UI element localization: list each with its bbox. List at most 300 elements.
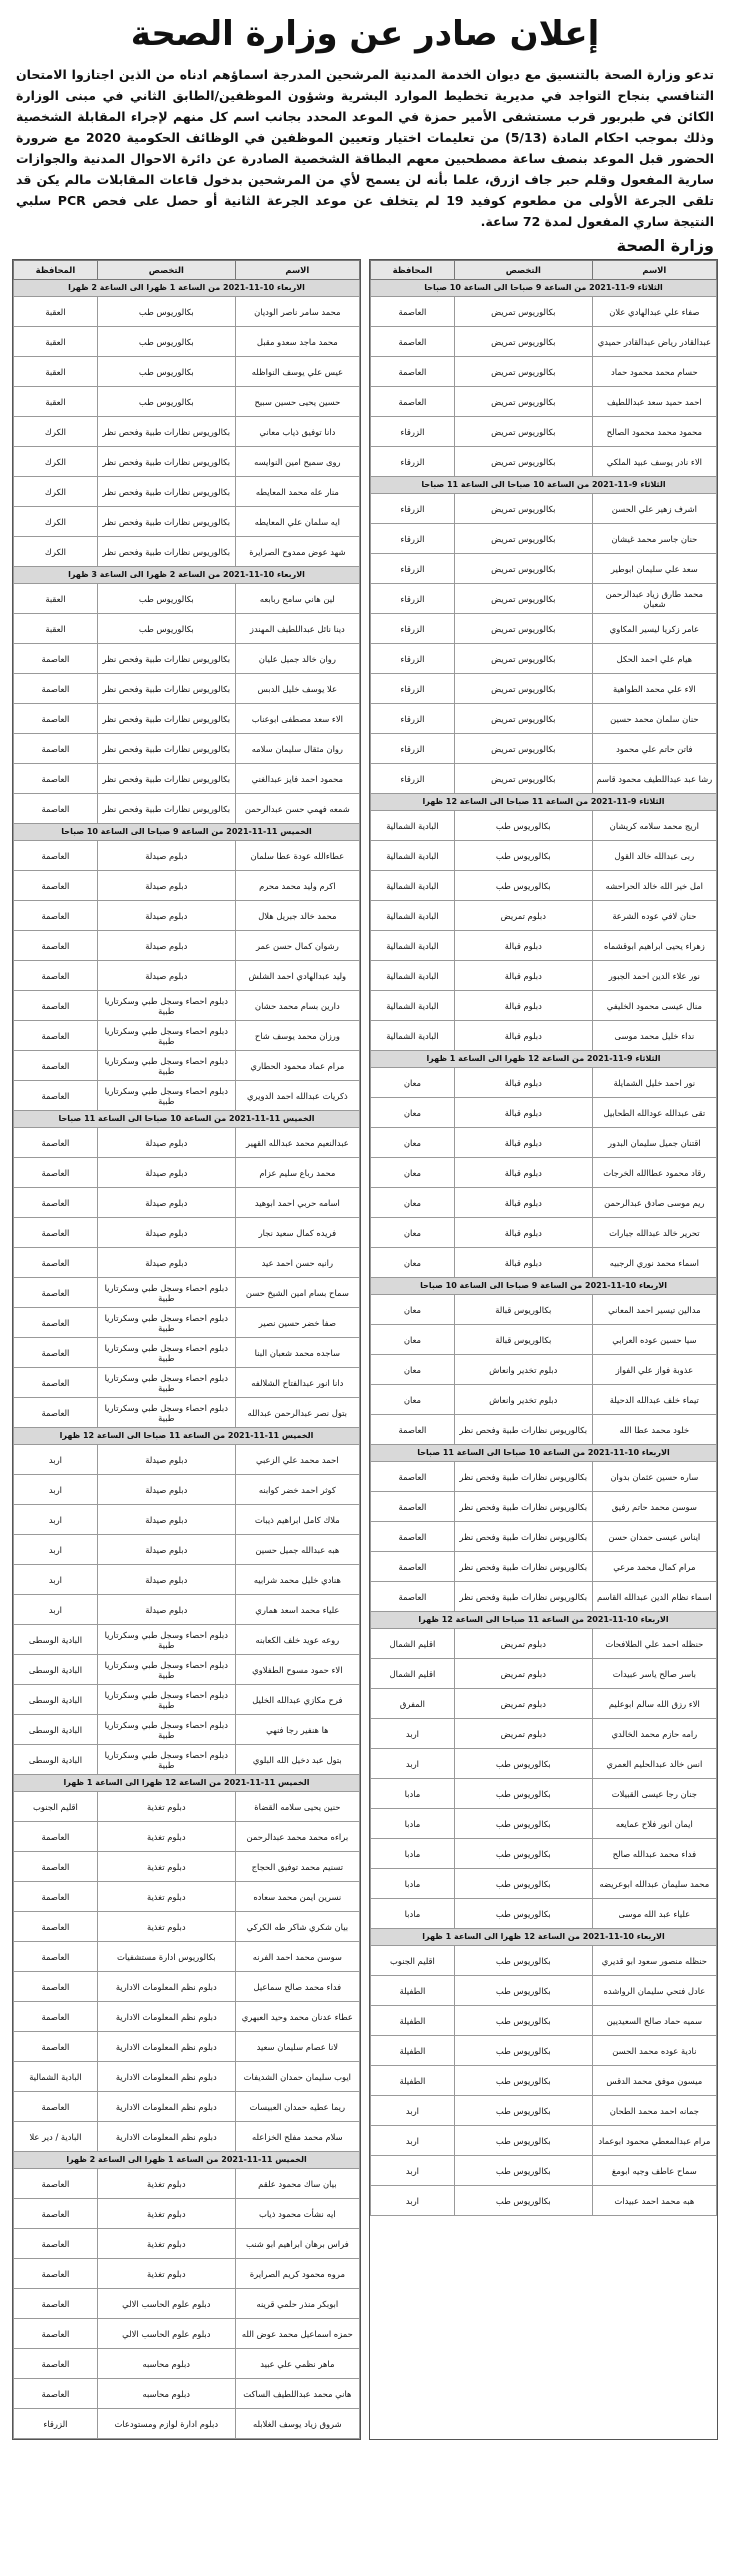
candidate-name: تقى عبدالله عودالله الطحابيل bbox=[592, 1098, 716, 1128]
candidate-name: محمد خالد جبريل هلال bbox=[235, 901, 359, 931]
candidate-specialty: بكالوريوس طب bbox=[454, 2066, 592, 2096]
candidate-governorate: العاصمة bbox=[14, 2169, 98, 2199]
table-row bbox=[14, 1625, 360, 1655]
candidate-specialty: دبلوم تغذية bbox=[97, 2259, 235, 2289]
table-row bbox=[14, 1852, 360, 1882]
candidate-governorate: معان bbox=[371, 1158, 455, 1188]
candidate-name: مرام عماد محمود الحطاري bbox=[235, 1051, 359, 1081]
candidate-specialty: بكالوريوس تمريض bbox=[454, 704, 592, 734]
candidate-name: محمد رباع سليم عزام bbox=[235, 1158, 359, 1188]
table-row bbox=[14, 764, 360, 794]
table-header-row bbox=[14, 261, 360, 280]
table-row bbox=[14, 2379, 360, 2409]
table-row bbox=[371, 1779, 717, 1809]
candidate-specialty: دبلوم صيدلة bbox=[97, 1535, 235, 1565]
candidate-name: ماهر نظمي علي عبيد bbox=[235, 2349, 359, 2379]
table-row bbox=[14, 644, 360, 674]
candidate-governorate: الزرقاء bbox=[371, 584, 455, 614]
candidate-name: دارين بسام محمد حشان bbox=[235, 991, 359, 1021]
candidate-name: زهراء يحيى ابراهيم ابوقشماه bbox=[592, 931, 716, 961]
candidate-specialty: بكالوريوس طب bbox=[97, 584, 235, 614]
table-row bbox=[14, 674, 360, 704]
schedule-column-left bbox=[12, 259, 361, 2440]
candidate-governorate: العقبة bbox=[14, 357, 98, 387]
candidate-governorate: العاصمة bbox=[14, 1158, 98, 1188]
candidate-governorate: مادبا bbox=[371, 1869, 455, 1899]
candidate-name: نور علاء الدين احمد الجبور bbox=[592, 961, 716, 991]
candidate-specialty: بكالوريوس نظارات طبية وفحص نظر bbox=[97, 764, 235, 794]
table-row bbox=[371, 2066, 717, 2096]
candidate-name: فداء محمد عبدالله صالح bbox=[592, 1839, 716, 1869]
table-row bbox=[371, 991, 717, 1021]
candidate-governorate: اربد bbox=[14, 1595, 98, 1625]
candidate-specialty: بكالوريوس نظارات طبية وفحص نظر bbox=[97, 507, 235, 537]
candidate-governorate: مادبا bbox=[371, 1899, 455, 1929]
table-row bbox=[14, 1912, 360, 1942]
table-row bbox=[14, 2319, 360, 2349]
candidate-governorate: العاصمة bbox=[14, 644, 98, 674]
candidate-governorate: معان bbox=[371, 1068, 455, 1098]
table-row bbox=[14, 841, 360, 871]
candidate-name: نسرين ايمن محمد سعاده bbox=[235, 1882, 359, 1912]
candidate-governorate: العاصمة bbox=[371, 327, 455, 357]
candidate-name: هاني محمد عبداللطيف الساكت bbox=[235, 2379, 359, 2409]
candidate-specialty: بكالوريوس تمريض bbox=[454, 734, 592, 764]
schedule-column-right bbox=[369, 259, 718, 2440]
header-gov: المحافظة bbox=[371, 261, 455, 280]
table-row bbox=[371, 1809, 717, 1839]
candidate-specialty: بكالوريوس تمريض bbox=[454, 644, 592, 674]
candidate-name: سماح بسام امين الشيخ حسن bbox=[235, 1278, 359, 1308]
session-row bbox=[371, 1612, 717, 1629]
candidate-specialty: دبلوم صيدلة bbox=[97, 1475, 235, 1505]
candidate-name: روان مثقال سليمان سلامه bbox=[235, 734, 359, 764]
candidate-governorate: العاصمة bbox=[14, 704, 98, 734]
table-row bbox=[14, 1051, 360, 1081]
candidate-name: نداء خليل محمد موسى bbox=[592, 1021, 716, 1051]
candidate-name: سماح عاطف وجيه ابومغ bbox=[592, 2156, 716, 2186]
candidate-governorate: العاصمة bbox=[14, 2002, 98, 2032]
candidate-governorate: معان bbox=[371, 1355, 455, 1385]
table-row bbox=[14, 1822, 360, 1852]
candidate-specialty: دبلوم قبالة bbox=[454, 1128, 592, 1158]
candidate-name: محمد سامر ناصر الوديان bbox=[235, 297, 359, 327]
candidate-name: صفا خضر حسين نصير bbox=[235, 1308, 359, 1338]
candidate-specialty: دبلوم تمريض bbox=[454, 1629, 592, 1659]
candidate-name: امل خير الله خالد الحراحشه bbox=[592, 871, 716, 901]
candidate-specialty: دبلوم تغذية bbox=[97, 2229, 235, 2259]
candidate-governorate: البادية الشمالية bbox=[371, 991, 455, 1021]
session-time: الخميس 11-11-2021 من الساعة 11 صباحا الى الساعة 12 ظهرا bbox=[14, 1428, 360, 1445]
candidate-governorate: العاصمة bbox=[14, 2379, 98, 2409]
session-row bbox=[371, 1445, 717, 1462]
candidate-specialty: دبلوم تغذية bbox=[97, 2199, 235, 2229]
table-row bbox=[371, 1899, 717, 1929]
candidate-specialty: دبلوم صيدلة bbox=[97, 1565, 235, 1595]
candidate-name: حنان لافي عوده الشرعة bbox=[592, 901, 716, 931]
candidate-specialty: بكالوريوس تمريض bbox=[454, 327, 592, 357]
table-row bbox=[14, 1505, 360, 1535]
table-row bbox=[371, 1492, 717, 1522]
candidate-name: حنان سلمان محمد حسين bbox=[592, 704, 716, 734]
candidate-specialty: دبلوم احصاء وسجل طبي وسكرتاريا طبية bbox=[97, 1398, 235, 1428]
candidate-specialty: دبلوم نظم المعلومات الادارية bbox=[97, 2092, 235, 2122]
candidate-specialty: دبلوم احصاء وسجل طبي وسكرتاريا طبية bbox=[97, 1685, 235, 1715]
table-row bbox=[371, 1582, 717, 1612]
schedule-table-left bbox=[13, 260, 360, 2439]
candidate-name: الاء سعد مصطفى ابوعناب bbox=[235, 704, 359, 734]
session-time: الخميس 11-11-2021 من الساعة 9 صباحا الى الساعة 10 صباحا bbox=[14, 824, 360, 841]
candidate-specialty: بكالوريوس طب bbox=[454, 1946, 592, 1976]
table-row bbox=[14, 1445, 360, 1475]
table-row bbox=[14, 2199, 360, 2229]
table-row bbox=[14, 1248, 360, 1278]
candidate-governorate: الطفيلة bbox=[371, 1976, 455, 2006]
table-row bbox=[14, 1715, 360, 1745]
table-row bbox=[371, 841, 717, 871]
table-row bbox=[371, 2006, 717, 2036]
candidate-governorate: العاصمة bbox=[14, 901, 98, 931]
candidate-name: هبه محمد احمد عبيدات bbox=[592, 2186, 716, 2216]
table-row bbox=[371, 1522, 717, 1552]
candidate-specialty: دبلوم تغذية bbox=[97, 1912, 235, 1942]
candidate-specialty: دبلوم محاسبه bbox=[97, 2379, 235, 2409]
candidate-name: دانا توفيق ذياب معاني bbox=[235, 417, 359, 447]
table-row bbox=[14, 901, 360, 931]
candidate-governorate: البادية الوسطى bbox=[14, 1745, 98, 1775]
table-row bbox=[14, 2002, 360, 2032]
candidate-specialty: دبلوم نظم المعلومات الادارية bbox=[97, 2122, 235, 2152]
session-time: الاربعاء 10-11-2021 من الساعة 9 صباحا الى الساعة 10 صباحا bbox=[371, 1278, 717, 1295]
table-row bbox=[371, 1325, 717, 1355]
candidate-specialty: بكالوريوس نظارات طبية وفحص نظر bbox=[454, 1582, 592, 1612]
table-row bbox=[371, 1976, 717, 2006]
table-row bbox=[371, 931, 717, 961]
table-row bbox=[14, 1188, 360, 1218]
candidate-specialty: دبلوم تغذية bbox=[97, 1792, 235, 1822]
candidate-specialty: دبلوم نظم المعلومات الادارية bbox=[97, 2032, 235, 2062]
table-row bbox=[14, 2169, 360, 2199]
table-row bbox=[14, 2409, 360, 2439]
candidate-governorate: العاصمة bbox=[371, 1522, 455, 1552]
candidate-governorate: معان bbox=[371, 1248, 455, 1278]
candidate-specialty: دبلوم قبالة bbox=[454, 991, 592, 1021]
candidate-specialty: دبلوم صيدلة bbox=[97, 1445, 235, 1475]
candidate-specialty: بكالوريوس طب bbox=[97, 297, 235, 327]
table-row bbox=[371, 1462, 717, 1492]
candidate-specialty: دبلوم تخدير وانعاش bbox=[454, 1355, 592, 1385]
candidate-governorate: الكرك bbox=[14, 537, 98, 567]
session-row bbox=[14, 1111, 360, 1128]
candidate-governorate: البادية الوسطى bbox=[14, 1685, 98, 1715]
table-row bbox=[14, 1278, 360, 1308]
table-row bbox=[14, 1218, 360, 1248]
candidate-name: عطاءالله عودة عطا سلمان bbox=[235, 841, 359, 871]
candidate-name: فرح مكازي عبدالله الخليل bbox=[235, 1685, 359, 1715]
candidate-name: حسام محمد محمود حماد bbox=[592, 357, 716, 387]
candidate-governorate: اربد bbox=[14, 1535, 98, 1565]
header-spec: التخصص bbox=[97, 261, 235, 280]
candidate-name: شمعه فهمي حسن عبدالرحمن bbox=[235, 794, 359, 824]
candidate-name: ايوب سليمان حمدان الشديفات bbox=[235, 2062, 359, 2092]
table-row bbox=[371, 1415, 717, 1445]
candidate-name: اقتنان جميل سليمان البدور bbox=[592, 1128, 716, 1158]
candidate-specialty: دبلوم صيدلة bbox=[97, 931, 235, 961]
table-row bbox=[371, 584, 717, 614]
candidate-governorate: العاصمة bbox=[14, 1081, 98, 1111]
candidate-name: حنظله احمد علي الطلافحات bbox=[592, 1629, 716, 1659]
candidate-specialty: دبلوم قبالة bbox=[454, 931, 592, 961]
table-row bbox=[371, 447, 717, 477]
schedule-body-right bbox=[371, 280, 717, 2216]
candidate-governorate: الطفيلة bbox=[371, 2006, 455, 2036]
candidate-name: الاء نادر يوسف عبيد الملكي bbox=[592, 447, 716, 477]
candidate-name: اريج محمد سلامه كريشان bbox=[592, 811, 716, 841]
candidate-name: ريما عطيه حمدان العبيسات bbox=[235, 2092, 359, 2122]
table-row bbox=[371, 494, 717, 524]
table-row bbox=[14, 614, 360, 644]
session-row bbox=[14, 280, 360, 297]
announcement-intro: تدعو وزارة الصحة بالتنسيق مع ديوان الخدمة المدنية المرشحين المدرجة اسماؤهم ادناه من الذين اجتازوا الامتحان التنافسي بنجاح التواجد في مديرية تخطيط الموارد البشرية وشؤون الموظفين/الطابق الثاني في مبنى الوزارة الكائن في طبربور قرب مستشفى الأمير حمزة في الموعد المحدد بجانب اسم كل منهم لإجراء المقابلة الشخصية وذلك بموجب احكام المادة (5/13) من تعليمات اختيار وتعيين الموظفين في الوظائف الحكومية 2020 مع ضرورة الحضور قبل الموعد بنصف ساعة مصطحبين معهم البطاقة الشخصية الصادرة عن دائرة الاحوال المدنية والجوازات سارية المفعول وقلم حبر جاف ازرق، علما بأنه لن يسمح لأي من المرشحين بدخول قاعات المقابلات مالم يكن قد تلقى الجرعة الأولى من مطعوم كوفيد 19 لم يتخلف عن موعد الجرعة الثانية أو حصل على فحص PCR سلبي النتيجة ساري المفعول لمدة 72 ساعة. bbox=[16, 67, 715, 229]
candidate-governorate: الزرقاء bbox=[371, 524, 455, 554]
candidate-name: ملاك كامل ابراهيم ذيبات bbox=[235, 1505, 359, 1535]
candidate-name: فريده كمال سعيد نجار bbox=[235, 1218, 359, 1248]
table-row bbox=[14, 2289, 360, 2319]
candidate-governorate: البادية الوسطى bbox=[14, 1655, 98, 1685]
table-row bbox=[371, 2156, 717, 2186]
candidate-governorate: العاصمة bbox=[14, 961, 98, 991]
session-time: الاربعاء 10-11-2021 من الساعة 12 ظهرا الى الساعة 1 ظهرا bbox=[371, 1929, 717, 1946]
table-row bbox=[14, 1655, 360, 1685]
table-row bbox=[371, 764, 717, 794]
candidate-name: لانا عصام سليمان سعيد bbox=[235, 2032, 359, 2062]
candidate-governorate: العاصمة bbox=[14, 734, 98, 764]
candidate-specialty: بكالوريوس نظارات طبية وفحص نظر bbox=[97, 794, 235, 824]
candidate-specialty: بكالوريوس طب bbox=[97, 327, 235, 357]
candidate-governorate: العاصمة bbox=[14, 1822, 98, 1852]
candidate-governorate: الزرقاء bbox=[371, 764, 455, 794]
candidate-governorate: العاصمة bbox=[14, 2092, 98, 2122]
table-row bbox=[14, 734, 360, 764]
candidate-specialty: بكالوريوس تمريض bbox=[454, 614, 592, 644]
candidate-governorate: اربد bbox=[371, 2126, 455, 2156]
candidate-specialty: دبلوم صيدلة bbox=[97, 1158, 235, 1188]
candidate-name: مروه محمود كريم الصرايرة bbox=[235, 2259, 359, 2289]
session-time: الخميس 11-11-2021 من الساعة 1 ظهرا الى الساعة 2 ظهرا bbox=[14, 2152, 360, 2169]
candidate-governorate: الزرقاء bbox=[371, 417, 455, 447]
candidate-name: ها هنفير رجا فنهي bbox=[235, 1715, 359, 1745]
table-row bbox=[371, 2096, 717, 2126]
candidate-name: سيا حسين عوده العرابي bbox=[592, 1325, 716, 1355]
candidate-specialty: بكالوريوس طب bbox=[454, 1976, 592, 2006]
table-row bbox=[14, 961, 360, 991]
candidate-name: مرام عبدالمعطي محمود ابوعماد bbox=[592, 2126, 716, 2156]
candidate-specialty: بكالوريوس قبالة bbox=[454, 1295, 592, 1325]
candidate-specialty: بكالوريوس طب bbox=[454, 1869, 592, 1899]
candidate-specialty: دبلوم احصاء وسجل طبي وسكرتاريا طبية bbox=[97, 991, 235, 1021]
candidate-name: روى سميح امين النوايسه bbox=[235, 447, 359, 477]
candidate-name: تيماء خلف عبدالله الدحيلة bbox=[592, 1385, 716, 1415]
table-row bbox=[371, 2126, 717, 2156]
candidate-specialty: بكالوريوس نظارات طبية وفحص نظر bbox=[97, 447, 235, 477]
candidate-governorate: مادبا bbox=[371, 1839, 455, 1869]
candidate-governorate: العاصمة bbox=[371, 1415, 455, 1445]
candidate-name: ربى عبدالله خالد القول bbox=[592, 841, 716, 871]
table-row bbox=[14, 2122, 360, 2152]
candidate-name: مدالين تيسير احمد المعاني bbox=[592, 1295, 716, 1325]
table-row bbox=[14, 1475, 360, 1505]
candidate-name: فراس برهان ابراهيم ابو شنب bbox=[235, 2229, 359, 2259]
candidate-name: فداء محمد صالح سماعيل bbox=[235, 1972, 359, 2002]
candidate-name: رشوان كمال حسن عمر bbox=[235, 931, 359, 961]
candidate-specialty: دبلوم صيدلة bbox=[97, 841, 235, 871]
candidate-specialty: دبلوم نظم المعلومات الادارية bbox=[97, 1972, 235, 2002]
session-row bbox=[371, 477, 717, 494]
table-row bbox=[14, 584, 360, 614]
candidate-name: ابوبكر منذر حلمي قرينه bbox=[235, 2289, 359, 2319]
candidate-name: محمود احمد فايز عبدالغني bbox=[235, 764, 359, 794]
candidate-name: عامر زكريا ليسير المكاوي bbox=[592, 614, 716, 644]
schedule-columns bbox=[12, 259, 718, 2440]
candidate-governorate: اربد bbox=[14, 1475, 98, 1505]
candidate-governorate: العقبة bbox=[14, 297, 98, 327]
candidate-governorate: العاصمة bbox=[14, 1278, 98, 1308]
candidate-specialty: بكالوريوس تمريض bbox=[454, 524, 592, 554]
candidate-specialty: دبلوم احصاء وسجل طبي وسكرتاريا طبية bbox=[97, 1745, 235, 1775]
candidate-name: علياء محمد اسعد هماري bbox=[235, 1595, 359, 1625]
candidate-name: باسر صالح ياسر عبيدات bbox=[592, 1659, 716, 1689]
candidate-specialty: دبلوم تغذية bbox=[97, 1882, 235, 1912]
candidate-governorate: اربد bbox=[371, 2186, 455, 2216]
candidate-name: هيام علي احمد الحكل bbox=[592, 644, 716, 674]
table-row bbox=[371, 871, 717, 901]
candidate-governorate: البادية الشمالية bbox=[371, 871, 455, 901]
candidate-governorate: الزرقاء bbox=[371, 734, 455, 764]
candidate-specialty: بكالوريوس تمريض bbox=[454, 674, 592, 704]
table-row bbox=[14, 1882, 360, 1912]
candidate-name: ايناس عيسى حمدان حسن bbox=[592, 1522, 716, 1552]
candidate-governorate: معان bbox=[371, 1188, 455, 1218]
candidate-governorate: العاصمة bbox=[14, 1398, 98, 1428]
candidate-name: محمد طارق زياد عبدالرحمن شعبان bbox=[592, 584, 716, 614]
candidate-name: هبه عبدالله جميل حسين bbox=[235, 1535, 359, 1565]
session-time: الثلاثاء 9-11-2021 من الساعة 9 صباحا الى الساعة 10 صباحا bbox=[371, 280, 717, 297]
candidate-name: عذوبة فواز علي الفواز bbox=[592, 1355, 716, 1385]
session-time: الثلاثاء 9-11-2021 من الساعة 10 صباحا الى الساعة 11 صباحا bbox=[371, 477, 717, 494]
table-row bbox=[371, 357, 717, 387]
candidate-governorate: العقبة bbox=[14, 614, 98, 644]
candidate-governorate: البادية / دير علا bbox=[14, 2122, 98, 2152]
table-row bbox=[14, 704, 360, 734]
candidate-name: رانيه حسن احمد عيد bbox=[235, 1248, 359, 1278]
candidate-governorate: اربد bbox=[371, 1719, 455, 1749]
candidate-specialty: دبلوم صيدلة bbox=[97, 1218, 235, 1248]
candidate-governorate: اقليم الشمال bbox=[371, 1629, 455, 1659]
candidate-name: صفاء علي عبدالهادي علان bbox=[592, 297, 716, 327]
table-row bbox=[371, 1552, 717, 1582]
candidate-governorate: البادية الشمالية bbox=[371, 1021, 455, 1051]
table-row bbox=[371, 704, 717, 734]
candidate-name: جمانه احمد محمد الطحان bbox=[592, 2096, 716, 2126]
candidate-governorate: البادية الشمالية bbox=[371, 841, 455, 871]
candidate-specialty: دبلوم قبالة bbox=[454, 961, 592, 991]
candidate-governorate: العاصمة bbox=[14, 1218, 98, 1248]
candidate-name: روعه عويد خلف الكعابنه bbox=[235, 1625, 359, 1655]
table-row bbox=[371, 1218, 717, 1248]
candidate-specialty: بكالوريوس تمريض bbox=[454, 584, 592, 614]
candidate-specialty: بكالوريوس طب bbox=[454, 1809, 592, 1839]
candidate-name: ورزان محمد يوسف شاح bbox=[235, 1021, 359, 1051]
candidate-specialty: دبلوم تمريض bbox=[454, 1689, 592, 1719]
candidate-name: مرام كمال محمد مرعي bbox=[592, 1552, 716, 1582]
table-row bbox=[371, 1128, 717, 1158]
table-row bbox=[14, 2092, 360, 2122]
table-row bbox=[371, 1839, 717, 1869]
candidate-governorate: العاصمة bbox=[14, 841, 98, 871]
table-header-row bbox=[371, 261, 717, 280]
candidate-governorate: الكرك bbox=[14, 477, 98, 507]
candidate-name: اسماء نظام الدين عبدالله القاسم bbox=[592, 1582, 716, 1612]
candidate-governorate: العاصمة bbox=[14, 1308, 98, 1338]
table-row bbox=[14, 1792, 360, 1822]
candidate-name: ميسون موفق محمد الدقس bbox=[592, 2066, 716, 2096]
session-row bbox=[14, 824, 360, 841]
candidate-governorate: البادية الوسطى bbox=[14, 1625, 98, 1655]
candidate-governorate: معان bbox=[371, 1128, 455, 1158]
candidate-governorate: العاصمة bbox=[14, 2229, 98, 2259]
candidate-governorate: البادية الشمالية bbox=[371, 901, 455, 931]
candidate-specialty: بكالوريوس طب bbox=[454, 1899, 592, 1929]
candidate-specialty: بكالوريوس نظارات طبية وفحص نظر bbox=[454, 1415, 592, 1445]
candidate-name: حسين يحيى حسين سبيح bbox=[235, 387, 359, 417]
candidate-name: كوثر احمد خضر كوابنه bbox=[235, 1475, 359, 1505]
candidate-governorate: الزرقاء bbox=[371, 704, 455, 734]
ministry-signature: وزارة الصحة bbox=[616, 236, 714, 255]
candidate-name: علياء عبد الله موسى bbox=[592, 1899, 716, 1929]
candidate-name: ساجده محمد شعبان البنا bbox=[235, 1338, 359, 1368]
table-row bbox=[14, 357, 360, 387]
candidate-specialty: دبلوم قبالة bbox=[454, 1068, 592, 1098]
candidate-name: دانا انور عبدالفتاح الشلالفه bbox=[235, 1368, 359, 1398]
table-row bbox=[371, 554, 717, 584]
candidate-name: منال عيسى محمود الخليفي bbox=[592, 991, 716, 1021]
table-row bbox=[14, 2349, 360, 2379]
session-row bbox=[14, 2152, 360, 2169]
session-time: الخميس 11-11-2021 من الساعة 10 صباحا الى الساعة 11 صباحا bbox=[14, 1111, 360, 1128]
candidate-specialty: بكالوريوس طب bbox=[454, 841, 592, 871]
candidate-governorate: العاصمة bbox=[371, 387, 455, 417]
candidate-specialty: بكالوريوس تمريض bbox=[454, 417, 592, 447]
candidate-governorate: مادبا bbox=[371, 1809, 455, 1839]
candidate-specialty: دبلوم احصاء وسجل طبي وسكرتاريا طبية bbox=[97, 1625, 235, 1655]
candidate-name: احمد حميد سعد عبداللطيف bbox=[592, 387, 716, 417]
candidate-specialty: بكالوريوس نظارات طبية وفحص نظر bbox=[97, 537, 235, 567]
candidate-specialty: دبلوم نظم المعلومات الادارية bbox=[97, 2062, 235, 2092]
candidate-name: رشا عبد عبداللطيف محمود قاسم bbox=[592, 764, 716, 794]
table-row bbox=[371, 297, 717, 327]
candidate-name: ريم موسى صادق عبدالرحمن bbox=[592, 1188, 716, 1218]
candidate-specialty: دبلوم تمريض bbox=[454, 1659, 592, 1689]
table-row bbox=[14, 327, 360, 357]
session-row bbox=[14, 1775, 360, 1792]
session-row bbox=[371, 794, 717, 811]
candidate-governorate: الزرقاء bbox=[371, 554, 455, 584]
candidate-governorate: البادية الشمالية bbox=[14, 2062, 98, 2092]
candidate-specialty: دبلوم احصاء وسجل طبي وسكرتاريا طبية bbox=[97, 1278, 235, 1308]
candidate-specialty: دبلوم صيدلة bbox=[97, 1595, 235, 1625]
candidate-governorate: معان bbox=[371, 1218, 455, 1248]
candidate-governorate: معان bbox=[371, 1325, 455, 1355]
